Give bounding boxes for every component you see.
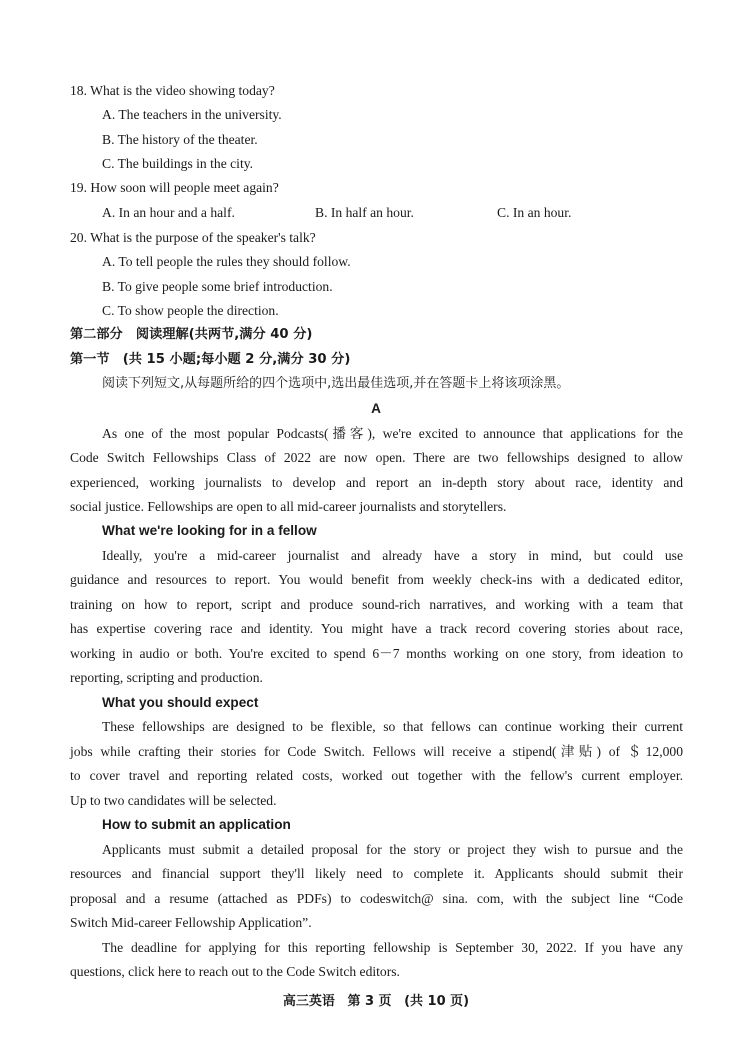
paragraph-2-line-4: has expertise covering race and identity. You might have a track record covering stories about race, (70, 621, 683, 636)
page-footer (0, 992, 752, 1012)
footer-page: 第 3 页 (347, 994, 392, 1009)
paragraph-1-line-1: As one of the most popular Podcasts(播客), we're excited to announce that applications for the (102, 426, 683, 441)
footer-grade: 高三英语 (282, 994, 335, 1009)
question-18-option-c: C. The buildings in the city. (102, 156, 254, 171)
paragraph-1-line-2: Code Switch Fellowships Class of 2022 are now open. There are two fellowships designed to allow (70, 450, 683, 465)
paragraph-2-line-3: training on how to report, script and produce sound-rich narratives, and working with a team that (70, 597, 683, 612)
question-19: 19. How soon will people meet again? (70, 180, 279, 195)
section1-title: 第一节 (共 15 小题;每小题 2 分,满分 30 分) (70, 352, 351, 367)
paragraph-4-line-4: Switch Mid-career Fellowship Application”. (70, 915, 312, 930)
question-19-option-c: C. In an hour. (497, 205, 572, 220)
paragraph-3-line-1: These fellowships are designed to be flexible, so that fellows can continue working their current (102, 719, 683, 734)
paragraph-2-line-2: guidance and resources to report. You would benefit from weekly check-ins with a dedicated editor, (70, 572, 683, 587)
reading-instruction: 阅读下列短文,从每题所给的四个选项中,选出最佳选项,并在答题卡上将该项涂黑。 (102, 376, 570, 391)
paragraph-3-line-4: Up to two candidates will be selected. (70, 793, 277, 808)
question-18-option-b: B. The history of the theater. (102, 132, 258, 147)
paragraph-3-line-3: to cover travel and reporting related costs, worked out together with the fellow's current employer. (70, 768, 683, 783)
question-19-option-a: A. In an hour and a half. (102, 205, 235, 220)
footer-total: (共 10 页) (404, 994, 470, 1009)
paragraph-2-line-6: reporting, scripting and production. (70, 670, 263, 685)
paragraph-4-line-2: resources and financial support they'll likely need to complete it. Applicants should submit their (70, 866, 683, 881)
paragraph-1-line-3: experienced, working journalists to develop and report an in-depth story about race, identity and (70, 475, 683, 490)
section-heading-looking-for: What we're looking for in a fellow (102, 523, 317, 538)
paragraph-3-line-2: jobs while crafting their stories for Code Switch. Fellows will receive a stipend(津贴) of ＄12,000 (70, 744, 683, 759)
paragraph-5-line-2: questions, click here to reach out to the Code Switch editors. (70, 964, 400, 979)
paragraph-2-line-1: Ideally, you're a mid-career journalist and already have a story in mind, but could use (102, 548, 683, 563)
question-20-option-c: C. To show people the direction. (102, 303, 279, 318)
part2-title: 第二部分 阅读理解(共两节,满分 40 分) (70, 327, 313, 342)
paragraph-5-line-1: The deadline for applying for this reporting fellowship is September 30, 2022. If you have any (102, 940, 683, 955)
question-20-option-a: A. To tell people the rules they should follow. (102, 254, 351, 269)
paragraph-4-line-1: Applicants must submit a detailed proposal for the story or project they wish to pursue and the (102, 842, 683, 857)
question-20-option-b: B. To give people some brief introduction. (102, 279, 333, 294)
paragraph-4-line-3: proposal and a resume (attached as PDFs) to codeswitch@ sina. com, with the subject line “Code (70, 891, 683, 906)
paragraph-1-line-4: social justice. Fellowships are open to all mid-career journalists and storytellers. (70, 499, 507, 514)
passage-letter: A (371, 401, 381, 416)
question-20: 20. What is the purpose of the speaker's talk? (70, 230, 316, 245)
question-19-option-b: B. In half an hour. (315, 205, 414, 220)
paragraph-2-line-5: working in audio or both. You're excited to spend 6－7 months working on one story, from ideation to (70, 646, 683, 661)
section-heading-submit: How to submit an application (102, 817, 291, 832)
question-18-option-a: A. The teachers in the university. (102, 107, 282, 122)
question-18: 18. What is the video showing today? (70, 83, 275, 98)
section-heading-expect: What you should expect (102, 695, 259, 710)
